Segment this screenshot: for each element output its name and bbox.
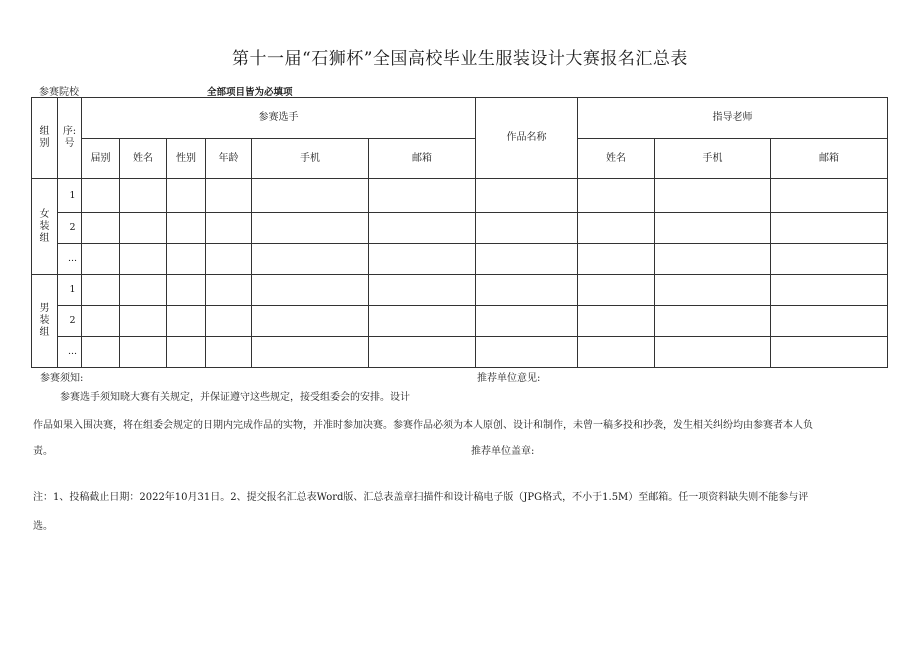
group-label-women: 女 装 组	[32, 179, 58, 275]
table-cell[interactable]	[252, 213, 369, 244]
table-cell[interactable]	[120, 275, 167, 306]
table-cell[interactable]	[206, 306, 252, 337]
table-cell[interactable]	[369, 213, 476, 244]
table-cell[interactable]	[206, 213, 252, 244]
table-cell[interactable]	[578, 244, 655, 275]
col-age: 年龄	[206, 139, 252, 179]
table-cell[interactable]	[252, 275, 369, 306]
table-cell[interactable]	[252, 306, 369, 337]
table-cell[interactable]	[82, 244, 120, 275]
col-advisor-name: 姓名	[578, 139, 655, 179]
table-cell[interactable]	[655, 306, 771, 337]
table-cell[interactable]	[771, 244, 888, 275]
table-cell[interactable]	[206, 244, 252, 275]
seq-number: 2	[58, 213, 82, 244]
col-advisor-email: 邮箱	[771, 139, 888, 179]
table-cell[interactable]	[771, 275, 888, 306]
table-cell[interactable]	[167, 337, 206, 368]
table-cell[interactable]	[578, 337, 655, 368]
table-cell[interactable]	[369, 306, 476, 337]
table-cell[interactable]	[82, 213, 120, 244]
table-cell[interactable]	[655, 275, 771, 306]
work-name-header: 作品名称	[476, 98, 578, 179]
page-title: 第十一届“石狮杯”全国高校毕业生服装设计大赛报名汇总表	[232, 49, 688, 69]
table-cell[interactable]	[120, 244, 167, 275]
table-cell[interactable]	[167, 306, 206, 337]
table-cell[interactable]	[369, 244, 476, 275]
table-cell[interactable]	[476, 306, 578, 337]
table-cell[interactable]	[167, 244, 206, 275]
seq-number: ...	[58, 244, 82, 275]
footnote-line-1: 注：1、投稿截止日期：2022年10月31日。2、提交报名汇总表Word版、汇总表盖章扫描件和设计稿电子版（JPG格式，不小于1.5M）至邮箱。任一项资料缺失则不能参与评	[33, 492, 809, 503]
table-cell[interactable]	[252, 179, 369, 213]
table-cell[interactable]	[578, 306, 655, 337]
table-cell[interactable]	[206, 275, 252, 306]
table-cell[interactable]	[369, 337, 476, 368]
seq-number: ...	[58, 337, 82, 368]
col-grade: 届别	[82, 139, 120, 179]
table-cell[interactable]	[252, 337, 369, 368]
table-cell[interactable]	[120, 337, 167, 368]
table-cell[interactable]	[369, 275, 476, 306]
table-cell[interactable]	[82, 337, 120, 368]
table-cell[interactable]	[578, 213, 655, 244]
col-gender: 性别	[167, 139, 206, 179]
seq-number: 1	[58, 275, 82, 306]
table-cell[interactable]	[82, 275, 120, 306]
col-email: 邮箱	[369, 139, 476, 179]
registration-table	[31, 97, 888, 368]
rules-line-1: 参赛选手须知晓大赛有关规定，并保证遵守这些规定，接受组委会的安排。设计	[60, 392, 410, 403]
group-label-men: 男 装 组	[32, 275, 58, 368]
table-cell[interactable]	[476, 179, 578, 213]
participant-header: 参赛选手	[82, 98, 476, 139]
school-line	[39, 83, 293, 98]
col-name: 姓名	[120, 139, 167, 179]
rules-line-2: 作品如果入围决赛，将在组委会规定的日期内完成作品的实物，并准时参加决赛。参赛作品必须为本人原创、设计和制作，未曾一稿多投和抄袭，发生相关纠纷均由参赛者本人负	[33, 420, 813, 431]
table-cell[interactable]	[771, 306, 888, 337]
table-cell[interactable]	[82, 179, 120, 213]
stamp-label: 推荐单位盖章:	[471, 446, 535, 457]
opinion-label: 推荐单位意见:	[477, 373, 541, 384]
group-header: 组 别	[32, 98, 58, 179]
table-cell[interactable]	[655, 244, 771, 275]
footnote	[33, 483, 883, 541]
table-cell[interactable]	[206, 179, 252, 213]
table-cell[interactable]	[578, 179, 655, 213]
rules-line-3: 责。	[33, 446, 53, 457]
seq-number: 2	[58, 306, 82, 337]
rules-label: 参赛须知:	[40, 373, 84, 384]
table-cell[interactable]	[206, 337, 252, 368]
table-cell[interactable]	[167, 213, 206, 244]
table-cell[interactable]	[476, 337, 578, 368]
table-cell[interactable]	[476, 244, 578, 275]
table-cell[interactable]	[252, 244, 369, 275]
col-phone: 手机	[252, 139, 369, 179]
table-cell[interactable]	[82, 306, 120, 337]
table-cell[interactable]	[369, 179, 476, 213]
table-cell[interactable]	[655, 337, 771, 368]
required-note: 全部项目皆为必填项	[207, 87, 293, 98]
seq-header: 序: 号	[58, 98, 82, 179]
seq-number: 1	[58, 179, 82, 213]
table-cell[interactable]	[578, 275, 655, 306]
table-cell[interactable]	[167, 275, 206, 306]
school-label: 参赛院校	[39, 87, 79, 98]
table-cell[interactable]	[167, 179, 206, 213]
col-advisor-phone: 手机	[655, 139, 771, 179]
table-cell[interactable]	[476, 213, 578, 244]
table-cell[interactable]	[771, 213, 888, 244]
table-cell[interactable]	[120, 306, 167, 337]
table-cell[interactable]	[771, 337, 888, 368]
advisor-header: 指导老师	[578, 98, 888, 139]
table-cell[interactable]	[655, 213, 771, 244]
footnote-line-2: 选。	[33, 521, 53, 532]
table-cell[interactable]	[476, 275, 578, 306]
table-cell[interactable]	[120, 179, 167, 213]
table-cell[interactable]	[655, 179, 771, 213]
table-cell[interactable]	[120, 213, 167, 244]
table-cell[interactable]	[771, 179, 888, 213]
